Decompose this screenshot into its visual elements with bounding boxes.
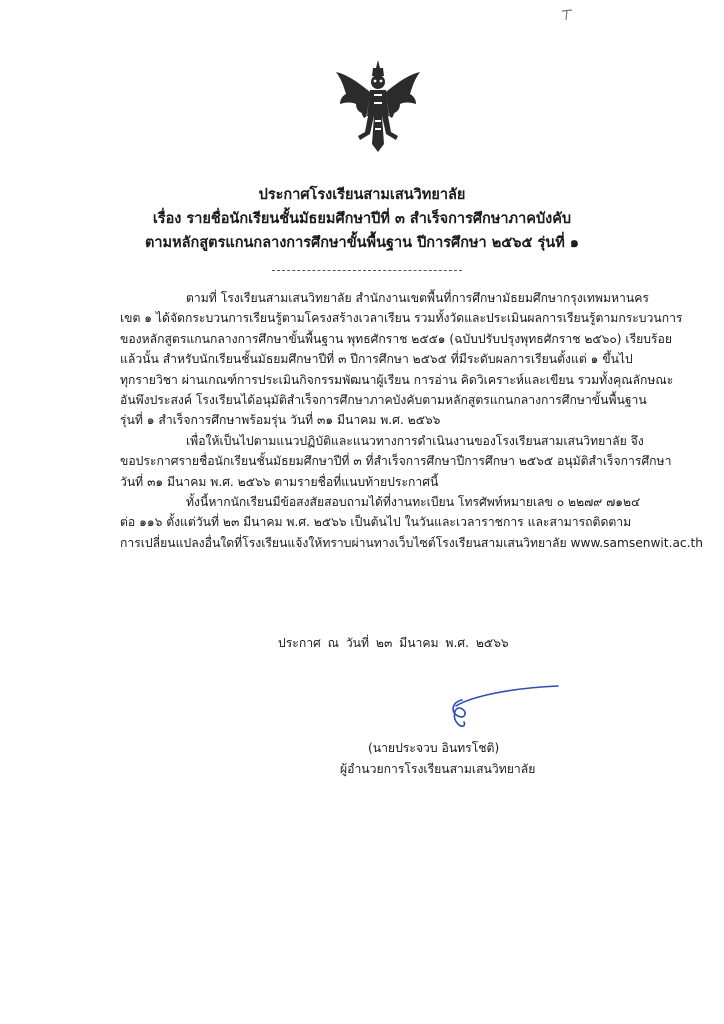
title-line-2: เรื่อง รายชื่อนักเรียนชั้นมัธยมศึกษาปีที่ ๓ สำเร็จการศึกษาภาคบังคับ [152, 211, 572, 227]
paragraph-1-line-5: ทุกรายวิชา ผ่านเกณฑ์การประเมินกิจกรรมพัฒนาผู้เรียน การอ่าน คิดวิเคราะห์และเขียน รวมทั้งคุณลักษณะ [120, 372, 674, 387]
paragraph-1-line-7: รุ่นที่ ๑ สำเร็จการศึกษาพร้อมรุ่น วันที่ ๓๑ มีนาคม พ.ศ. ๒๕๖๖ [120, 413, 441, 428]
garuda-emblem-icon [334, 58, 422, 154]
paragraph-1-line-1: ตามที่ โรงเรียนสามเสนวิทยาลัย สำนักงานเขตพื้นที่การศึกษามัธยมศึกษากรุงเทพมหานคร [186, 291, 649, 305]
signatory-name: (นายประจวบ อินทรโชติ) [368, 741, 500, 755]
paragraph-1-line-6: อันพึงประสงค์ โรงเรียนได้อนุมัติสำเร็จการศึกษาภาคบังคับตามหลักสูตรแกนกลางการศึกษาขั้นพื้นฐาน [120, 393, 647, 408]
title-line-1: ประกาศโรงเรียนสามเสนวิทยาลัย [258, 187, 466, 203]
paragraph-3-line-2: ต่อ ๑๑๖ ตั้งแต่วันที่ ๒๓ มีนาคม พ.ศ. ๒๕๖๖ เป็นต้นไป ในวันและเวลาราชการ และสามารถติดตาม [120, 515, 632, 530]
paragraph-1-line-4: แล้วนั้น สำหรับนักเรียนชั้นมัธยมศึกษาปีที่ ๓ ปีการศึกษา ๒๕๖๕ ที่มีระดับผลการเรียนตั้งแต่ ๑ ขึ้นไป [120, 352, 633, 367]
corner-mark-icon [560, 8, 574, 22]
paragraph-2-line-2: ขอประกาศรายชื่อนักเรียนชั้นมัธยมศึกษาปีที่ ๓ ที่สำเร็จการศึกษาปีการศึกษา ๒๕๖๕ อนุมัติสำเร็จการศึกษา [120, 454, 672, 469]
paragraph-1-line-2: เขต ๑ ได้จัดกระบวนการเรียนรู้ตามโครงสร้างเวลาเรียน รวมทั้งวัดและประเมินผลการเรียนรู้ตามกระบวนการ [120, 311, 683, 326]
paragraph-2-line-1: เพื่อให้เป็นไปตามแนวปฏิบัติและแนวทางการดำเนินงานของโรงเรียนสามเสนวิทยาลัย จึง [186, 433, 644, 448]
paragraph-3-line-3: การเปลี่ยนแปลงอื่นใดที่โรงเรียนแจ้งให้ทราบผ่านทางเว็บไซต์โรงเรียนสามเสนวิทยาลัย www.samsenwit.ac.th [120, 535, 703, 550]
announcement-body [120, 288, 703, 553]
paragraph-2-line-3: วันที่ ๓๑ มีนาคม พ.ศ. ๒๕๖๖ ตามรายชื่อที่แนบท้ายประกาศนี้ [120, 474, 439, 489]
signature-icon [432, 678, 562, 738]
paragraph-1-line-3: ของหลักสูตรแกนกลางการศึกษาขั้นพื้นฐาน พุทธศักราช ๒๕๕๑ (ฉบับปรับปรุงพุทธศักราช ๒๕๖๐) เรียบร้อย [120, 331, 672, 346]
announcement-date: ประกาศ ณ วันที่ ๒๓ มีนาคม พ.ศ. ๒๕๖๖ [278, 636, 509, 650]
title-line-3: ตามหลักสูตรแกนกลางการศึกษาขั้นพื้นฐาน ปีการศึกษา ๒๕๖๕ รุ่นที่ ๑ [144, 235, 580, 251]
signatory-position: ผู้อำนวยการโรงเรียนสามเสนวิทยาลัย [340, 762, 536, 776]
announcement-title [80, 183, 644, 255]
paragraph-3-line-1: ทั้งนี้หากนักเรียนมีข้อสงสัยสอบถามได้ที่งานทะเบียน โทรศัพท์หมายเลข ๐ ๒๒๗๙ ๗๑๒๔ [186, 495, 641, 510]
title-divider [272, 270, 462, 271]
